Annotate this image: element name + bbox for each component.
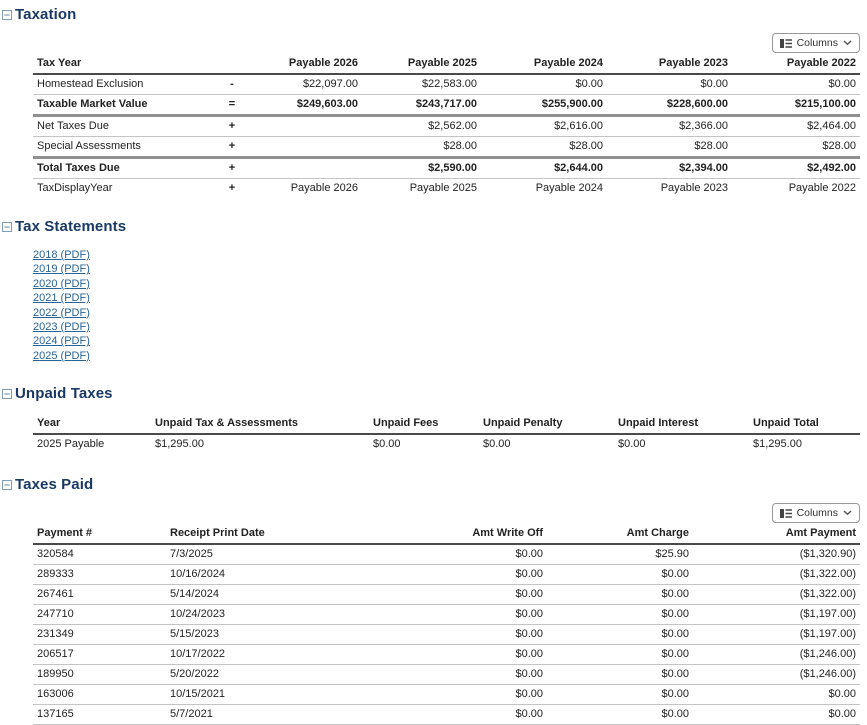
cell: $0.00	[661, 648, 689, 661]
cell: 5/15/2023	[170, 628, 219, 641]
cell: 320584	[37, 548, 74, 561]
cell: 5/14/2024	[170, 588, 219, 601]
unpaid-taxes-section-header	[2, 385, 860, 402]
column-header: Payable 2025	[362, 54, 481, 74]
cell: 5/20/2022	[170, 668, 219, 681]
cell: $0.00	[661, 628, 689, 641]
cell: $2,590.00	[428, 162, 477, 174]
table-row	[33, 705, 860, 725]
cell: 7/3/2025	[170, 548, 213, 561]
cell: 137165	[37, 708, 74, 721]
cell: $28.00	[443, 140, 477, 152]
operator-cell: =	[228, 98, 236, 110]
operator-cell: +	[228, 140, 236, 152]
cell: $0.00	[661, 668, 689, 681]
section-title-unpaid-taxes: Unpaid Taxes	[15, 385, 113, 403]
table-row	[33, 565, 860, 585]
cell: $0.00	[618, 438, 646, 451]
column-header: Receipt Print Date	[166, 524, 333, 544]
table-row	[33, 95, 860, 116]
cell: $2,492.00	[807, 162, 856, 174]
columns-button[interactable]	[772, 503, 860, 523]
column-header: Unpaid Penalty	[479, 414, 614, 434]
cell	[246, 116, 362, 137]
cell: $0.00	[661, 688, 689, 701]
row-label: Net Taxes Due	[37, 120, 109, 132]
table-row	[33, 179, 860, 199]
pdf-link-2021[interactable]: 2021 (PDF)	[33, 292, 90, 305]
cell: $0.00	[515, 688, 543, 701]
cell: 206517	[37, 648, 74, 661]
cell: $2,366.00	[679, 120, 728, 132]
cell: $0.00	[515, 548, 543, 561]
column-header: Year	[33, 414, 151, 434]
row-label: Special Assessments	[37, 140, 141, 152]
cell: $25.90	[655, 548, 689, 561]
column-header: Amt Write Off	[333, 524, 547, 544]
row-label: Taxable Market Value	[37, 98, 148, 110]
cell: 10/24/2023	[170, 608, 226, 621]
cell: 247710	[37, 608, 74, 621]
cell: $0.00	[515, 668, 543, 681]
cell: ($1,320.90)	[799, 548, 856, 561]
column-header: Unpaid Total	[749, 414, 860, 434]
cell: $0.00	[515, 708, 543, 721]
cell: ($1,246.00)	[799, 668, 856, 681]
columns-button-label: Columns	[796, 507, 838, 520]
cell: 10/15/2021	[170, 688, 226, 701]
operator-cell: +	[228, 162, 236, 174]
cell: $28.00	[694, 140, 728, 152]
column-header: Unpaid Fees	[369, 414, 479, 434]
column-header: Payable 2022	[732, 54, 860, 74]
collapse-icon[interactable]	[2, 10, 12, 20]
cell: $0.00	[515, 568, 543, 581]
cell: $215,100.00	[794, 98, 856, 110]
cell: Payable 2024	[535, 182, 603, 194]
cell: $228,600.00	[666, 98, 728, 110]
cell: $0.00	[828, 78, 856, 90]
pdf-link-2023[interactable]: 2023 (PDF)	[33, 321, 90, 334]
cell: $0.00	[828, 688, 856, 701]
cell: ($1,246.00)	[799, 648, 856, 661]
table-row	[33, 74, 860, 95]
operator-cell: +	[228, 182, 236, 194]
cell: $0.00	[828, 708, 856, 721]
column-header: Payable 2026	[246, 54, 362, 74]
tax-statements-section-header	[2, 218, 860, 235]
cell: $255,900.00	[541, 98, 603, 110]
cell	[246, 158, 362, 179]
chevron-down-icon	[843, 40, 852, 46]
taxation-header-row	[33, 54, 860, 74]
pdf-link-2022[interactable]: 2022 (PDF)	[33, 306, 90, 319]
table-row	[33, 434, 860, 454]
column-header: Amt Payment	[693, 524, 860, 544]
cell: $0.00	[515, 648, 543, 661]
row-label: Homestead Exclusion	[37, 78, 144, 90]
cell: $28.00	[822, 140, 856, 152]
columns-icon	[780, 509, 792, 518]
table-row	[33, 625, 860, 645]
pdf-link-2018[interactable]: 2018 (PDF)	[33, 249, 90, 261]
cell: $1,295.00	[753, 438, 802, 451]
row-label: TaxDisplayYear	[37, 182, 113, 194]
cell: 2025 Payable	[37, 438, 105, 451]
cell: $0.00	[515, 608, 543, 621]
taxes-paid-toolbar	[33, 503, 860, 523]
columns-button-label: Columns	[796, 37, 838, 49]
collapse-icon[interactable]	[2, 480, 12, 490]
taxation-section-header	[2, 6, 860, 23]
cell: $243,717.00	[415, 98, 477, 110]
cell: $2,464.00	[807, 120, 856, 132]
table-row	[33, 645, 860, 665]
column-header: Amt Charge	[547, 524, 693, 544]
cell: $0.00	[483, 438, 511, 451]
section-tax-statements	[2, 218, 860, 363]
pdf-link-2025[interactable]: 2025 (PDF)	[33, 349, 90, 362]
cell: ($1,197.00)	[799, 608, 856, 621]
cell: $0.00	[373, 438, 401, 451]
cell: 231349	[37, 628, 74, 641]
column-header: Payable 2024	[481, 54, 607, 74]
column-header: Unpaid Interest	[614, 414, 749, 434]
pdf-link-2024[interactable]: 2024 (PDF)	[33, 335, 90, 348]
operator-column-header	[218, 54, 246, 74]
cell: $0.00	[575, 78, 603, 90]
taxes-paid-header-row	[33, 524, 860, 544]
cell: $2,616.00	[554, 120, 603, 132]
cell	[246, 137, 362, 158]
table-row	[33, 605, 860, 625]
row-label: Total Taxes Due	[37, 162, 120, 174]
cell: ($1,322.00)	[799, 568, 856, 581]
cell: $0.00	[515, 588, 543, 601]
cell: 10/16/2024	[170, 568, 226, 581]
cell: $22,583.00	[421, 78, 477, 90]
column-header: Payment #	[33, 524, 166, 544]
taxes-paid-section-header	[2, 476, 860, 493]
cell: 289333	[37, 568, 74, 581]
pdf-link-2019[interactable]: 2019 (PDF)	[33, 263, 90, 276]
cell: 189950	[37, 668, 74, 681]
table-row	[33, 137, 860, 158]
cell: $0.00	[700, 78, 728, 90]
chevron-down-icon	[843, 510, 852, 516]
cell: $2,562.00	[428, 120, 477, 132]
section-unpaid-taxes	[2, 385, 860, 454]
cell: $22,097.00	[302, 78, 358, 90]
table-row	[33, 544, 860, 565]
cell: Payable 2023	[660, 182, 728, 194]
columns-icon	[780, 39, 792, 48]
taxation-toolbar	[33, 33, 860, 53]
section-taxation	[2, 6, 860, 198]
section-taxes-paid	[2, 476, 860, 725]
cell: $249,603.00	[296, 98, 358, 110]
column-header: Tax Year	[33, 54, 218, 74]
operator-cell: +	[228, 120, 236, 132]
cell: 10/17/2022	[170, 648, 226, 661]
cell: $0.00	[661, 708, 689, 721]
unpaid-taxes-table	[33, 414, 860, 454]
section-title-tax-statements: Tax Statements	[15, 218, 127, 235]
cell: $2,644.00	[554, 162, 603, 174]
table-row	[33, 158, 860, 179]
section-title-taxation: Taxation	[15, 6, 77, 23]
cell: ($1,322.00)	[799, 588, 856, 601]
unpaid-header-row	[33, 414, 860, 434]
cell: $0.00	[661, 608, 689, 621]
cell: $0.00	[661, 568, 689, 581]
cell: 267461	[37, 588, 74, 601]
cell: ($1,197.00)	[799, 628, 856, 641]
cell: $28.00	[569, 140, 603, 152]
cell: $1,295.00	[155, 438, 204, 451]
column-header: Unpaid Tax & Assessments	[151, 414, 369, 434]
cell: $0.00	[515, 628, 543, 641]
table-row	[33, 665, 860, 685]
pdf-link-2020[interactable]: 2020 (PDF)	[33, 277, 90, 290]
section-title-taxes-paid: Taxes Paid	[15, 476, 94, 494]
cell: 5/7/2021	[170, 708, 213, 721]
collapse-icon[interactable]	[2, 389, 12, 399]
cell: Payable 2026	[290, 182, 358, 194]
columns-button[interactable]	[772, 33, 860, 53]
cell: $2,394.00	[679, 162, 728, 174]
cell: Payable 2025	[409, 182, 477, 194]
taxation-table	[33, 54, 860, 198]
cell: Payable 2022	[788, 182, 856, 194]
column-header: Payable 2023	[607, 54, 732, 74]
operator-cell: -	[230, 78, 234, 90]
cell: 163006	[37, 688, 74, 701]
collapse-icon[interactable]	[2, 222, 12, 232]
table-row	[33, 585, 860, 605]
cell: $0.00	[661, 588, 689, 601]
table-row	[33, 116, 860, 137]
tax-statement-links	[33, 248, 860, 363]
